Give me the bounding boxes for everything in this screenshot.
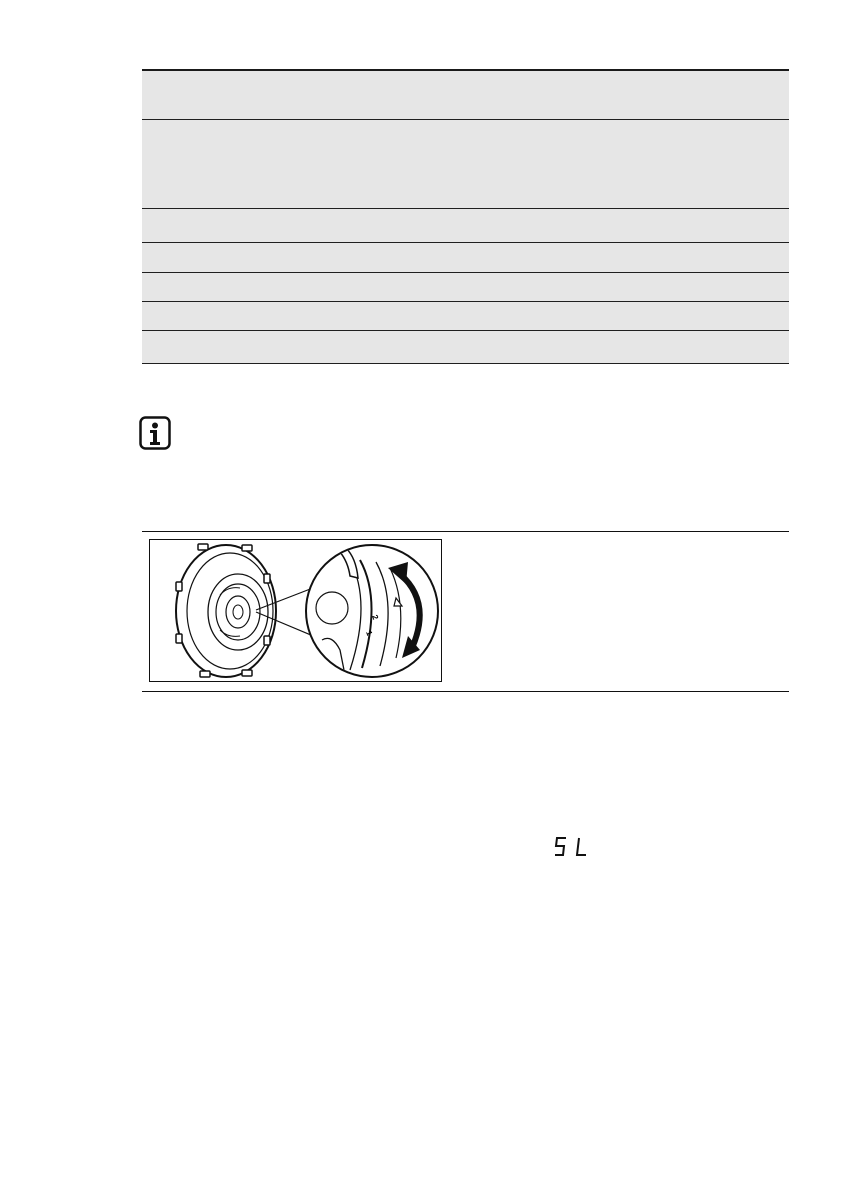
dial-mark-1: 1: [364, 629, 375, 637]
display-code-sl: [553, 836, 593, 858]
table-row: [142, 209, 789, 243]
table-row: [142, 120, 789, 209]
dial-illustration: [149, 539, 442, 682]
info-icon: [139, 416, 171, 450]
table-row: [142, 243, 789, 273]
table-row: [142, 302, 789, 331]
spec-table: [142, 69, 789, 364]
table-row: [142, 331, 789, 364]
table-row: [142, 71, 789, 120]
table-row: [142, 273, 789, 302]
dial-mark-2: 2: [370, 613, 381, 621]
illustration-block: [142, 531, 789, 692]
